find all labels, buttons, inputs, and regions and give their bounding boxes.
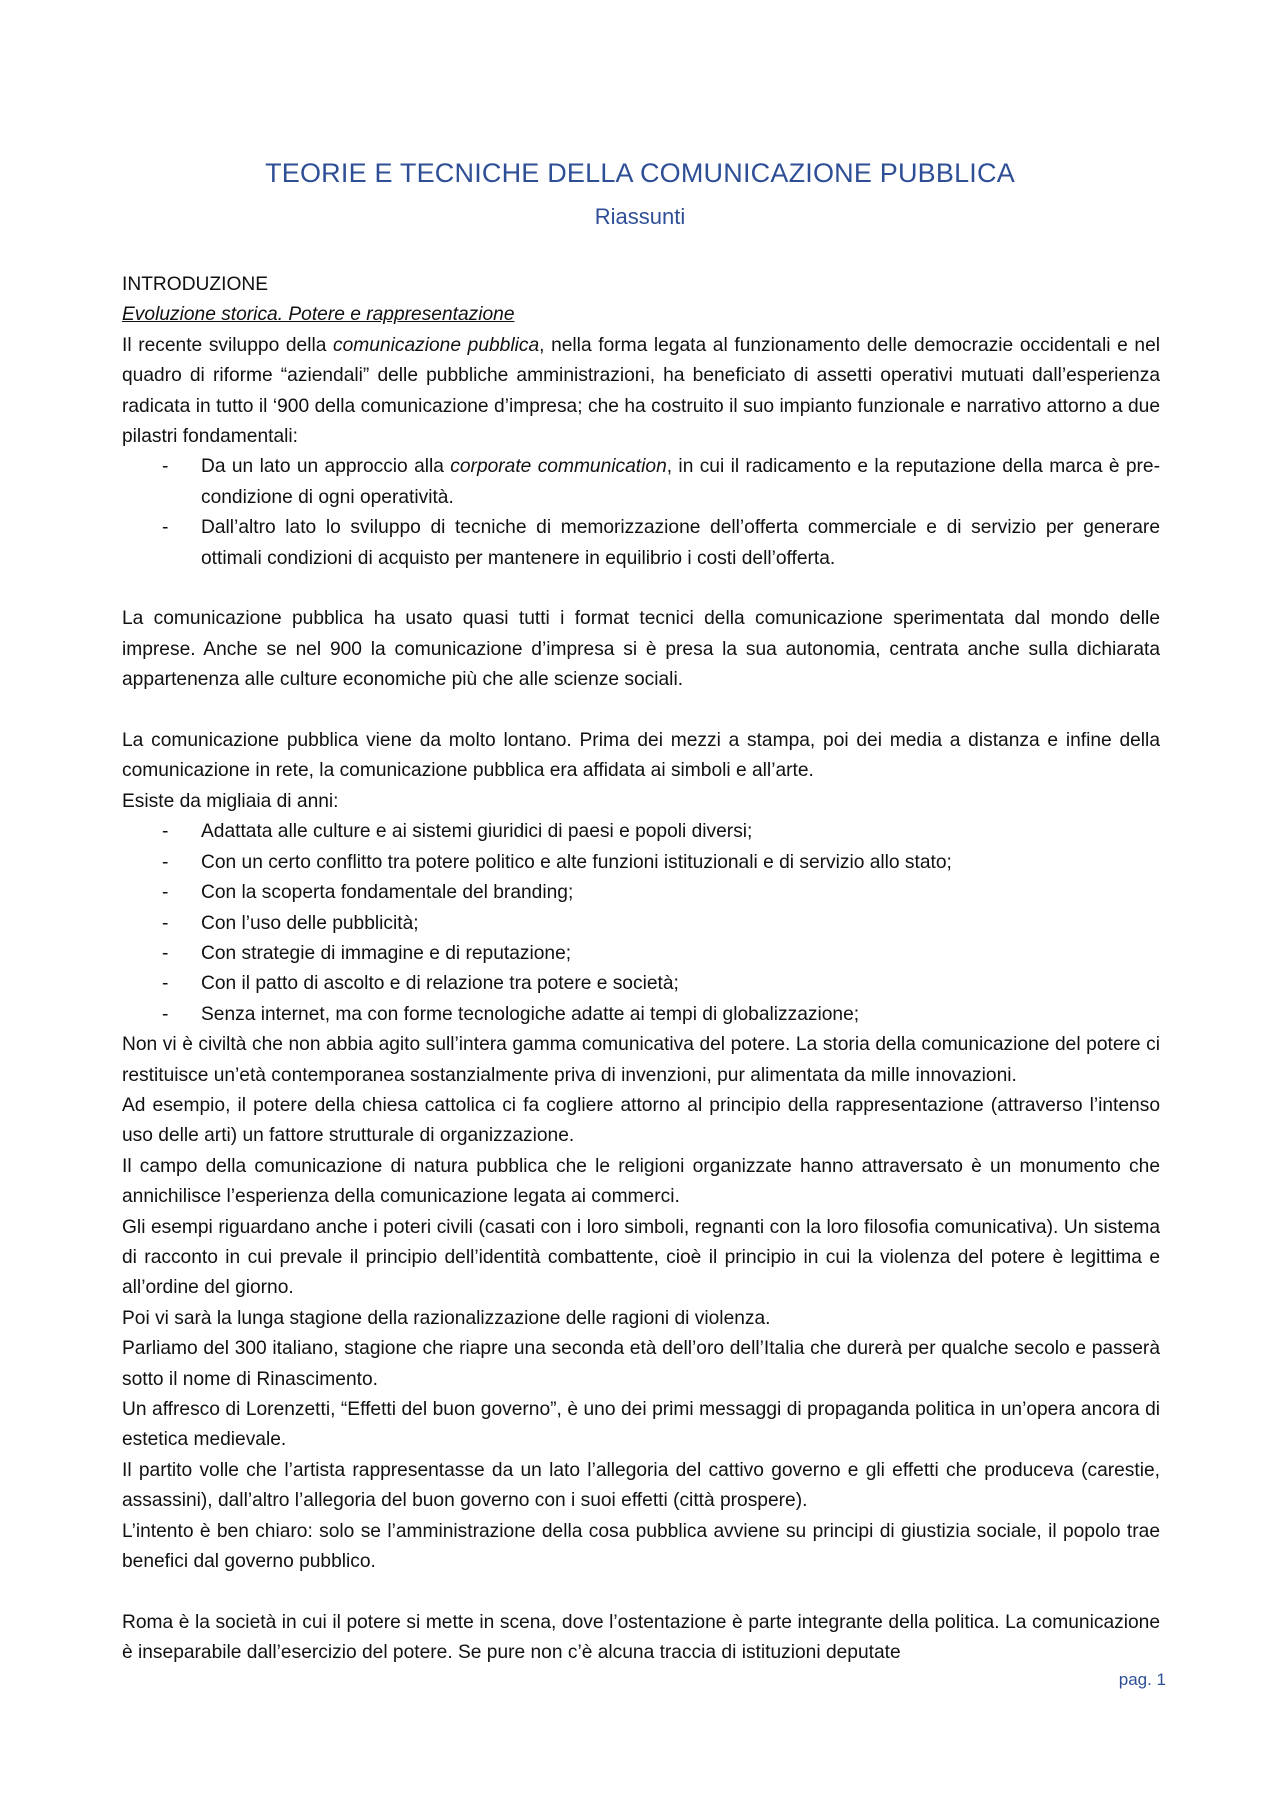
paragraph: Non vi è civiltà che non abbia agito sull’intera gamma comunicativa del potere. La storia della comunicazione del potere ci restituisce un’età contemporanea sostanzialmente priva di invenzioni, pur alimentata da mille innovazioni.	[122, 1034, 1160, 1086]
paragraph: La comunicazione pubblica ha usato quasi tutti i format tecnici della comunicazione sperimentata dal mondo delle imprese. Anche se nel 900 la comunicazione d’impresa si è presa la sua autonomia, centrata anche sulla dichiarata appartenenza alle culture economiche più che alle scienze sociali.	[122, 608, 1160, 691]
dash-bullet: -	[162, 821, 169, 843]
dash-bullet: -	[162, 942, 169, 964]
section-subheading: Evoluzione storica. Potere e rappresentazione	[122, 304, 515, 326]
paragraph: Il campo della comunicazione di natura pubblica che le religioni organizzate hanno attraversato è un monumento che annichilisce l’esperienza della comunicazione legata ai commerci.	[122, 1155, 1160, 1208]
document-subtitle: Riassunti	[594, 204, 686, 229]
intro-paragraph: Il recente sviluppo della comunicazione pubblica, nella forma legata al funzionamento delle democrazie occidentali e nel quadro di riforme “aziendali” delle pubbliche amministrazioni, ha beneficiato di assetti operativi mutuati dall’esperienza radicata in tutto il ‘900 della comunicazione d’impresa; che ha costruito il suo impianto funzionale e narrativo attorno a due pilastri fondamentali:	[122, 334, 1161, 448]
emphasis-text: comunicazione pubblica	[333, 334, 540, 356]
dash-bullet: -	[162, 1003, 169, 1025]
paragraph: Esiste da migliaia di anni:	[122, 790, 339, 812]
paragraph: L’intento è ben chiaro: solo se l’amministrazione della cosa pubblica avviene su principi di giustizia sociale, il popolo trae benefici dal governo pubblico.	[122, 1520, 1160, 1573]
blank-line	[122, 696, 1160, 726]
dash-bullet: -	[162, 973, 169, 995]
list-item: - Con la scoperta fondamentale del branding;	[122, 878, 1160, 908]
list-item: - Con il patto di ascolto e di relazione tra potere e società;	[122, 969, 1160, 999]
paragraph: La comunicazione pubblica viene da molto lontano. Prima dei mezzi a stampa, poi dei media a distanza e infine della comunicazione in rete, la comunicazione pubblica era affidata ai simboli e all’arte.	[122, 730, 1160, 782]
paragraph: Poi vi sarà la lunga stagione della razionalizzazione delle ragioni di violenza.	[122, 1307, 771, 1329]
history-list	[122, 817, 1160, 1030]
dash-bullet: -	[162, 912, 169, 934]
dash-bullet: -	[162, 517, 169, 539]
paragraph: Il partito volle che l’artista rappresentasse da un lato l’allegoria del cattivo governo e gli effetti che produceva (carestie, assassini), dall’altro l’allegoria del buon governo con i suoi effetti (città prospere).	[122, 1459, 1160, 1512]
list-item: - Dall’altro lato lo sviluppo di tecniche di memorizzazione dell’offerta commerciale e di servizio per generare ottimali condizioni di acquisto per mantenere in equilibrio i costi dell’offerta.	[122, 513, 1160, 574]
dash-bullet: -	[162, 851, 169, 873]
paragraph: Roma è la società in cui il potere si mette in scena, dove l’ostentazione è parte integrante della politica. La comunicazione è inseparabile dall’esercizio del potere. Se pure non c’è alcuna traccia di istituzioni deputate	[122, 1611, 1160, 1664]
list-item: - Con un certo conflitto tra potere politico e alte funzioni istituzionali e di servizio allo stato;	[122, 848, 1160, 878]
list-item: - Da un lato un approccio alla corporate communication, in cui il radicamento e la reputazione della marca è pre-condizione di ogni operatività.	[122, 452, 1160, 513]
list-item: - Adattata alle culture e ai sistemi giuridici di paesi e popoli diversi;	[122, 817, 1160, 847]
document-title: TEORIE E TECNICHE DELLA COMUNICAZIONE PUBBLICA	[265, 158, 1015, 188]
dash-bullet: -	[162, 882, 169, 904]
paragraph: Un affresco di Lorenzetti, “Effetti del buon governo”, è uno dei primi messaggi di propaganda politica in un’opera ancora di estetica medievale.	[122, 1399, 1160, 1451]
paragraph: Ad esempio, il potere della chiesa cattolica ci fa cogliere attorno al principio della rappresentazione (attraverso l’intenso uso delle arti) un fattore strutturale di organizzazione.	[122, 1094, 1160, 1147]
list-item: - Senza internet, ma con forme tecnologiche adatte ai tempi di globalizzazione;	[122, 1000, 1160, 1030]
section-heading: INTRODUZIONE	[122, 274, 269, 295]
dash-bullet: -	[162, 456, 169, 478]
document-body	[122, 270, 1160, 1669]
emphasis-text: corporate communication	[450, 456, 667, 478]
paragraph: Gli esempi riguardano anche i poteri civili (casati con i loro simboli, regnanti con la loro filosofia comunicativa). Un sistema di racconto in cui prevale il principio dell’identità combattente, cioè il principio in cui la violenza del potere è legittima e all’ordine del giorno.	[122, 1216, 1160, 1299]
list-item: - Con strategie di immagine e di reputazione;	[122, 939, 1160, 969]
paragraph: Parliamo del 300 italiano, stagione che riapre una seconda età dell’oro dell’Italia che durerà per qualche secolo e passerà sotto il nome di Rinascimento.	[122, 1338, 1160, 1390]
list-item: - Con l’uso delle pubblicità;	[122, 909, 1160, 939]
page-number: pag. 1	[1118, 1670, 1166, 1689]
blank-line	[122, 1577, 1160, 1607]
pillars-list	[122, 452, 1160, 574]
blank-line	[122, 574, 1160, 604]
